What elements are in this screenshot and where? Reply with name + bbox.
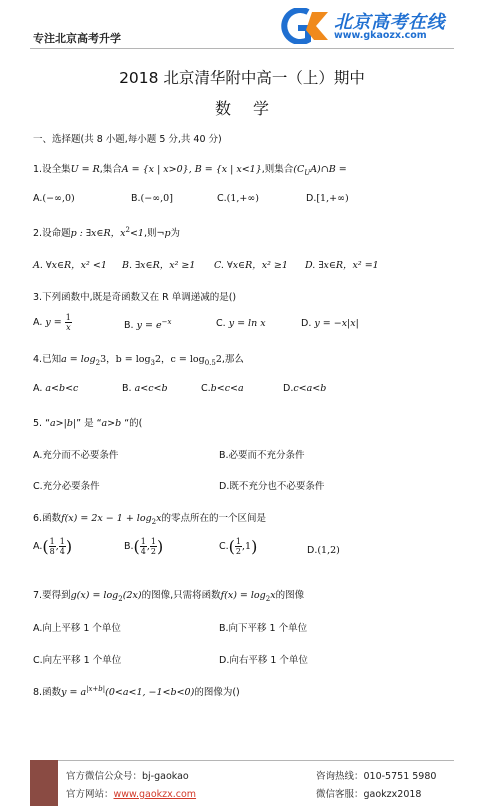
footer-website: [66, 786, 196, 800]
option-label: B.: [131, 193, 141, 204]
paren-right: ): [157, 537, 164, 556]
fraction: [59, 537, 66, 556]
fraction-numerator: 1: [49, 537, 55, 546]
section-heading: 一、选择题(共 8 小题,每小题 5 分,共 40 分): [33, 134, 222, 145]
q4-math-sub: 2: [95, 358, 101, 367]
q7-math-sub: 2: [118, 594, 123, 603]
question-3-stem: 3.下列函数中,既是奇函数又在 R 单调递减的是(): [33, 292, 237, 303]
q1-text: ,集合: [99, 164, 122, 175]
option-label: A.: [33, 541, 43, 552]
option-label: D.: [306, 193, 317, 204]
q2-math: p : ∃x∈R，x: [70, 228, 126, 239]
fraction-denominator: 2: [150, 547, 157, 556]
footer-divider: [30, 760, 454, 761]
option-value: y =: [45, 317, 62, 328]
q5-option-b[interactable]: B.必要而不充分条件: [219, 450, 305, 461]
option-value: (−∞,0]: [140, 193, 173, 204]
q2-text: 2.设命题: [33, 228, 71, 239]
paren-left: (: [42, 537, 49, 556]
q4-option-b[interactable]: [122, 383, 168, 394]
option-label: C.: [201, 383, 211, 394]
q6-text: 的零点所在的一个区间是: [161, 513, 266, 524]
header-divider: [30, 48, 454, 49]
q7-math: (2x): [122, 590, 142, 601]
q3-option-c[interactable]: [216, 318, 266, 329]
q5-text: 5. “: [33, 418, 51, 429]
fraction-denominator: 2: [235, 547, 241, 556]
footer-hotline: 咨询热线：010-5751 5980: [316, 771, 437, 782]
option-label: C.: [217, 193, 227, 204]
question-7-stem: [33, 587, 304, 603]
option-value: y = −x|x|: [314, 318, 359, 329]
q5-math: a>b: [101, 418, 122, 429]
paren-left: (: [133, 537, 140, 556]
q2-option-d[interactable]: D. ∃x∈R，x² =1: [305, 260, 379, 271]
option-value: (1,2): [317, 545, 340, 556]
fraction-denominator: 4: [59, 547, 65, 556]
q2-math: ¬p: [156, 228, 171, 239]
q4-math: a = log: [61, 354, 96, 365]
question-1-stem: [33, 161, 347, 177]
option-value: (1,+∞): [226, 193, 260, 204]
fraction: [65, 313, 72, 332]
q1-option-a[interactable]: [33, 193, 75, 204]
footer-site-link[interactable]: www.gaokzx.com: [113, 789, 197, 800]
option-value: a<b<c: [45, 383, 79, 394]
fraction-denominator: 4: [140, 547, 146, 556]
fraction-numerator: 1: [235, 537, 241, 546]
comma: ,: [146, 541, 150, 552]
q5-text: ” 是 “: [76, 418, 102, 429]
q7-math: g(x) = log: [70, 590, 119, 601]
option-value: a<c<b: [134, 383, 168, 394]
q1-math: (C: [293, 164, 305, 175]
q1-text: 1.设全集: [33, 164, 71, 175]
q4-option-c[interactable]: [201, 383, 244, 394]
paren-right: ): [65, 537, 73, 556]
logo-url: www.gkaozx.com: [334, 30, 427, 41]
q7-option-b[interactable]: B.向下平移 1 个单位: [219, 623, 308, 634]
paren-left: (: [228, 537, 235, 556]
q6-option-c[interactable]: [219, 537, 257, 556]
q7-math-sub: 2: [265, 594, 271, 603]
q4-text: ,那么: [221, 354, 244, 365]
footer-service: 微信客服：gaokzx2018: [316, 789, 422, 800]
q7-text: 7.要得到: [33, 590, 71, 601]
brand-logo[interactable]: [278, 6, 456, 46]
q8-text: 8.函数: [33, 687, 62, 698]
q6-option-b[interactable]: [124, 537, 163, 556]
q5-math: a>|b|: [50, 418, 77, 429]
exam-subject: 数学: [214, 99, 291, 118]
q3-option-d[interactable]: [301, 318, 359, 329]
option-label: A.: [33, 317, 43, 328]
q2-option-a[interactable]: A. ∀x∈R，x² <1: [33, 260, 107, 271]
q1-text: ,则集合: [261, 164, 294, 175]
exam-title: 2018 北京清华附中高一（上）期中: [119, 69, 365, 87]
q5-option-c[interactable]: C.充分必要条件: [33, 481, 100, 492]
q2-math-sup: 2: [125, 225, 130, 234]
q1-option-b[interactable]: [131, 193, 173, 204]
fraction: [150, 537, 157, 556]
q8-math: y = a: [61, 687, 87, 698]
q7-option-a[interactable]: A.向上平移 1 个单位: [33, 623, 121, 634]
q5-option-d[interactable]: D.既不充分也不必要条件: [219, 481, 325, 492]
fraction: [235, 537, 242, 556]
q2-math: <1: [129, 228, 144, 239]
q5-text: “的(: [121, 418, 143, 429]
option-value: y = e: [136, 320, 162, 332]
q2-option-b[interactable]: B. ∃x∈R，x² ≥1: [122, 260, 196, 271]
q7-math: x: [270, 590, 276, 601]
q7-option-c[interactable]: C.向左平移 1 个单位: [33, 655, 122, 666]
option-label: B.: [122, 383, 132, 394]
option-label: A.: [33, 383, 43, 394]
fraction: [49, 537, 56, 556]
q7-option-d[interactable]: D.向右平移 1 个单位: [219, 655, 308, 666]
fraction: [140, 537, 147, 556]
q3-option-b[interactable]: [124, 318, 171, 331]
q7-math: f(x) = log: [220, 590, 266, 601]
q3-option-a[interactable]: [33, 313, 72, 332]
option-value: [1,+∞): [316, 193, 349, 204]
q4-math-sub: 3: [150, 358, 155, 367]
option-label: C.: [219, 541, 229, 552]
fraction-numerator: 1: [65, 313, 71, 322]
logo-name: 北京高考在线: [334, 12, 445, 33]
question-4-stem: [33, 351, 244, 367]
q2-text: 为: [170, 228, 181, 239]
q4-math: 3，b = log: [100, 354, 151, 365]
option-value: y = ln x: [228, 318, 266, 329]
option-label: D.: [307, 545, 318, 556]
q8-math: (0<a<1, −1<b<0): [105, 687, 195, 698]
q4-option-d[interactable]: [283, 383, 326, 394]
q6-text: 6.函数: [33, 513, 62, 524]
q1-option-d[interactable]: [306, 193, 349, 204]
q6-option-d[interactable]: [307, 545, 340, 556]
q6-math: x: [156, 513, 162, 524]
option-label: D.: [301, 318, 312, 329]
option-value: ,1: [242, 541, 252, 552]
option-label: B.: [124, 541, 134, 552]
q7-text: 的图像,只需将函数: [141, 590, 221, 601]
q4-math: 2: [215, 354, 222, 365]
q1-option-c[interactable]: [217, 193, 259, 204]
q8-text: 的图像为(): [194, 687, 240, 698]
option-label: D.: [283, 383, 294, 394]
header-slogan: 专注北京高考升学: [33, 32, 121, 45]
q4-math-sub: 0.5: [204, 358, 216, 367]
q1-math: A)∩B =: [310, 164, 347, 175]
q6-option-a[interactable]: [33, 537, 72, 556]
fraction-numerator: 1: [150, 537, 157, 546]
q2-option-c[interactable]: C. ∀x∈R，x² ≥1: [214, 260, 288, 271]
question-8-stem: [33, 684, 240, 698]
option-value: c<a<b: [293, 383, 327, 394]
q6-math-sub: 2: [151, 517, 157, 526]
fraction-denominator: 8: [49, 547, 55, 556]
option-label: A.: [33, 193, 43, 204]
footer-accent-block: [30, 760, 58, 806]
question-6-stem: [33, 510, 266, 526]
gk-logo-icon: [278, 8, 328, 44]
question-5-stem: [33, 415, 142, 429]
footer-site-label: 官方网站：: [66, 789, 114, 800]
q6-math: f(x) = 2x − 1 + log: [61, 513, 152, 524]
q4-option-a[interactable]: [33, 383, 78, 394]
comma: ,: [55, 541, 59, 552]
q4-math: 2，c = log: [155, 354, 205, 365]
fraction-denominator: x: [66, 323, 71, 332]
q7-text: 的图像: [275, 590, 305, 601]
q2-text: ,则: [143, 228, 157, 239]
footer-wechat: 官方微信公众号：bj-gaokao: [66, 771, 189, 782]
option-value: b<c<a: [210, 383, 244, 394]
option-value: (−∞,0): [42, 193, 75, 204]
q5-option-a[interactable]: A.充分而不必要条件: [33, 450, 119, 461]
q1-math: A = {x | x>0}, B = {x | x<1}: [121, 164, 262, 175]
option-label: C.: [216, 318, 226, 329]
option-sup: −x: [161, 318, 172, 326]
q1-math-sub: U: [304, 168, 311, 177]
q1-math: U = R: [70, 164, 100, 175]
fraction-numerator: 1: [59, 537, 65, 546]
q4-text: 4.已知: [33, 354, 62, 365]
fraction-numerator: 1: [140, 537, 146, 546]
paren-right: ): [251, 537, 258, 556]
question-2-stem: [33, 225, 180, 239]
option-label: B.: [124, 320, 134, 332]
q8-math-sup: |x+b|: [86, 684, 106, 693]
